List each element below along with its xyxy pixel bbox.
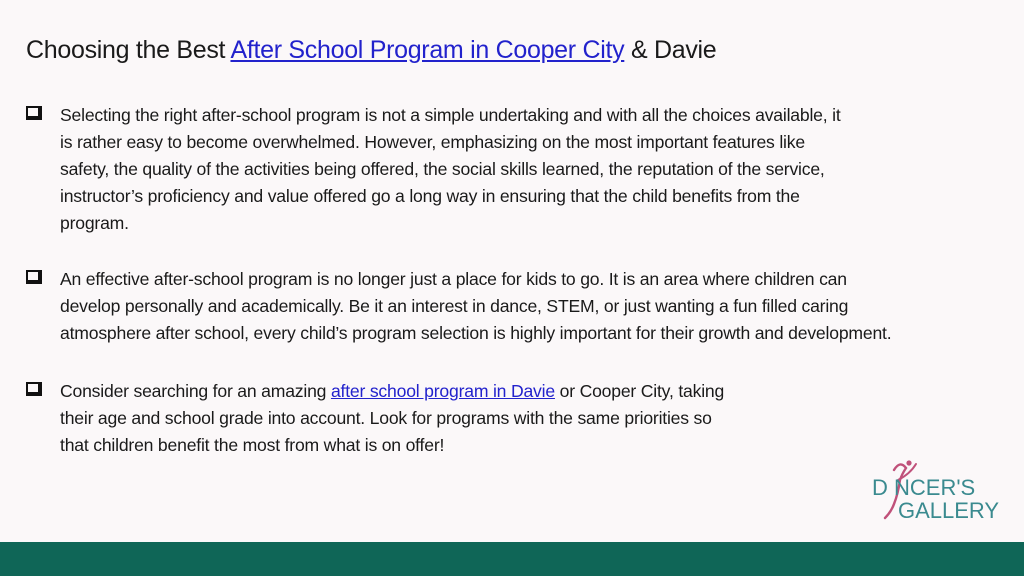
item-text <box>60 266 891 347</box>
logo-line1: D NCER'S <box>872 475 976 500</box>
item-text <box>60 102 841 237</box>
item-line: safety, the quality of the activities being offered, the social skills learned, the reputation of the service, <box>60 159 825 179</box>
item-line: instructor’s proficiency and value offered go a long way in ensuring that the child benefits from the <box>60 186 800 206</box>
dancer-head-icon <box>906 460 911 465</box>
checkbox-bullet-icon <box>26 270 42 284</box>
item-line: their age and school grade into account. Look for programs with the same priorities so <box>60 408 712 428</box>
item-line: program. <box>60 213 129 233</box>
title-link[interactable]: After School Program in Cooper City <box>230 36 625 64</box>
checkbox-bullet-icon <box>26 106 42 120</box>
dancers-gallery-logo <box>868 460 1008 528</box>
item-line: develop personally and academically. Be it an interest in dance, STEM, or just wanting a fun filled caring <box>60 296 849 316</box>
title-suffix: & Davie <box>624 36 717 64</box>
list-item <box>26 102 841 237</box>
logo-line2: GALLERY <box>898 498 1000 523</box>
title-prefix: Choosing the Best <box>26 36 231 64</box>
page-title <box>26 36 716 65</box>
item-text <box>60 378 724 459</box>
item-line: atmosphere after school, every child’s program selection is highly important for their growth and development. <box>60 323 892 343</box>
checkbox-bullet-icon <box>26 382 42 396</box>
item-line-suffix: or Cooper City, taking <box>554 381 725 401</box>
footer-bar <box>0 542 1024 576</box>
item-line: An effective after-school program is no longer just a place for kids to go. It is an area where children can <box>60 269 847 289</box>
item-line: is rather easy to become overwhelmed. However, emphasizing on the most important features like <box>60 132 805 152</box>
davie-program-link[interactable]: after school program in Davie <box>330 381 555 401</box>
list-item <box>26 378 724 459</box>
item-line <box>60 378 724 405</box>
item-line: Selecting the right after-school program is not a simple undertaking and with all the choices available, it <box>60 105 841 125</box>
item-line-prefix: Consider searching for an amazing <box>60 381 331 401</box>
list-item <box>26 266 891 347</box>
item-line: that children benefit the most from what is on offer! <box>60 435 445 455</box>
